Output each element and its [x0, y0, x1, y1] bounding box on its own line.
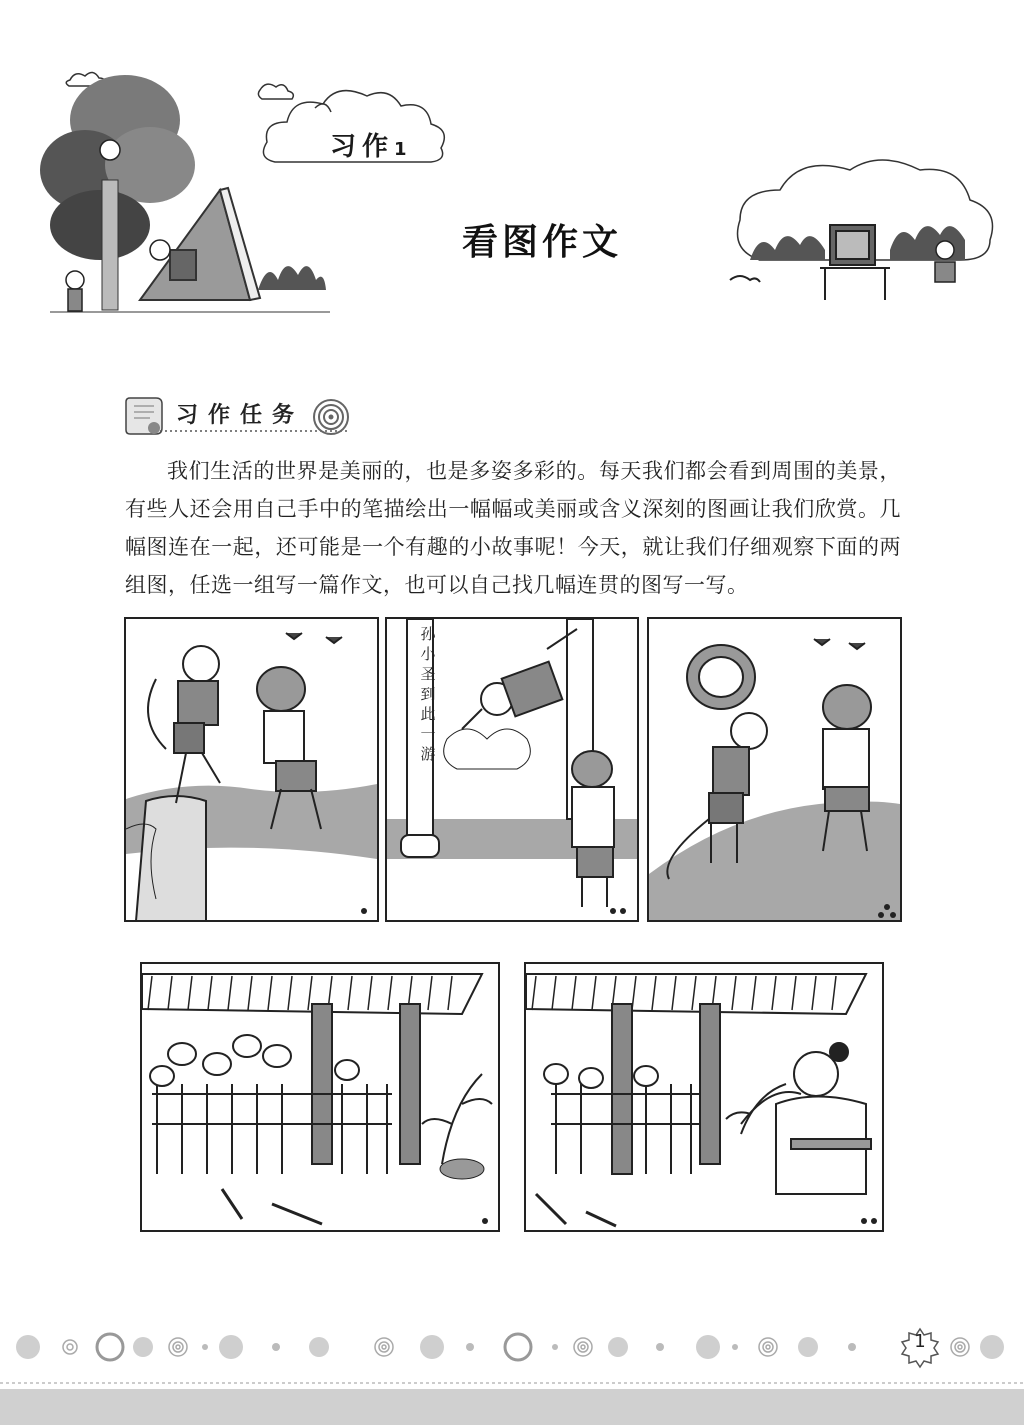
lesson-label	[330, 126, 407, 163]
panel-order-dots	[361, 908, 367, 914]
task-description: 我们生活的世界是美丽的，也是多姿多彩的。每天我们都会看到周围的美景，有些人还会用自己手中的笔描绘出一幅幅或美丽或含义深刻的图画让我们欣赏。几幅图连在一起，还可能是一个有趣的小故事呢！今天，就让我们仔细观察下面的两组图，任选一组写一篇作文，也可以自己找几幅连贯的图写一写。	[125, 459, 901, 597]
spiral-icon	[312, 398, 350, 436]
bird-icon	[814, 639, 865, 649]
lesson-number: 1	[394, 139, 407, 160]
story-panel-5	[524, 962, 884, 1232]
child-with-branch	[741, 1043, 871, 1194]
monkey-figure	[462, 629, 577, 729]
footer-decoration	[0, 1325, 1024, 1425]
child-watching-illustration	[935, 241, 955, 282]
section-title: 习作任务	[176, 403, 305, 428]
fence	[152, 1084, 392, 1174]
panel-order-dots	[482, 1218, 488, 1224]
story-panel-1	[124, 617, 379, 922]
page-number: 1	[914, 1331, 926, 1352]
lesson-label-text: 习作	[330, 132, 395, 162]
header-illustration-right	[720, 150, 1010, 310]
sun-icon	[687, 645, 755, 709]
bear-figure	[572, 751, 614, 907]
table-illustration	[820, 268, 890, 300]
deer-herd	[544, 1064, 658, 1088]
dog-icon	[730, 276, 760, 282]
plant-icon	[422, 1074, 492, 1164]
tv-icon	[830, 225, 875, 265]
panel-order-dots	[861, 1218, 877, 1224]
page-title: 看图作文	[462, 222, 623, 263]
panel-order-dots	[610, 908, 626, 914]
bush-illustration	[258, 266, 326, 290]
monkey-figure	[148, 646, 220, 803]
story-panel-3	[647, 617, 902, 922]
bird-icon	[286, 633, 342, 643]
pillar-inscription: 孙小圣到此一游	[420, 625, 436, 763]
story-panel-4	[140, 962, 500, 1232]
